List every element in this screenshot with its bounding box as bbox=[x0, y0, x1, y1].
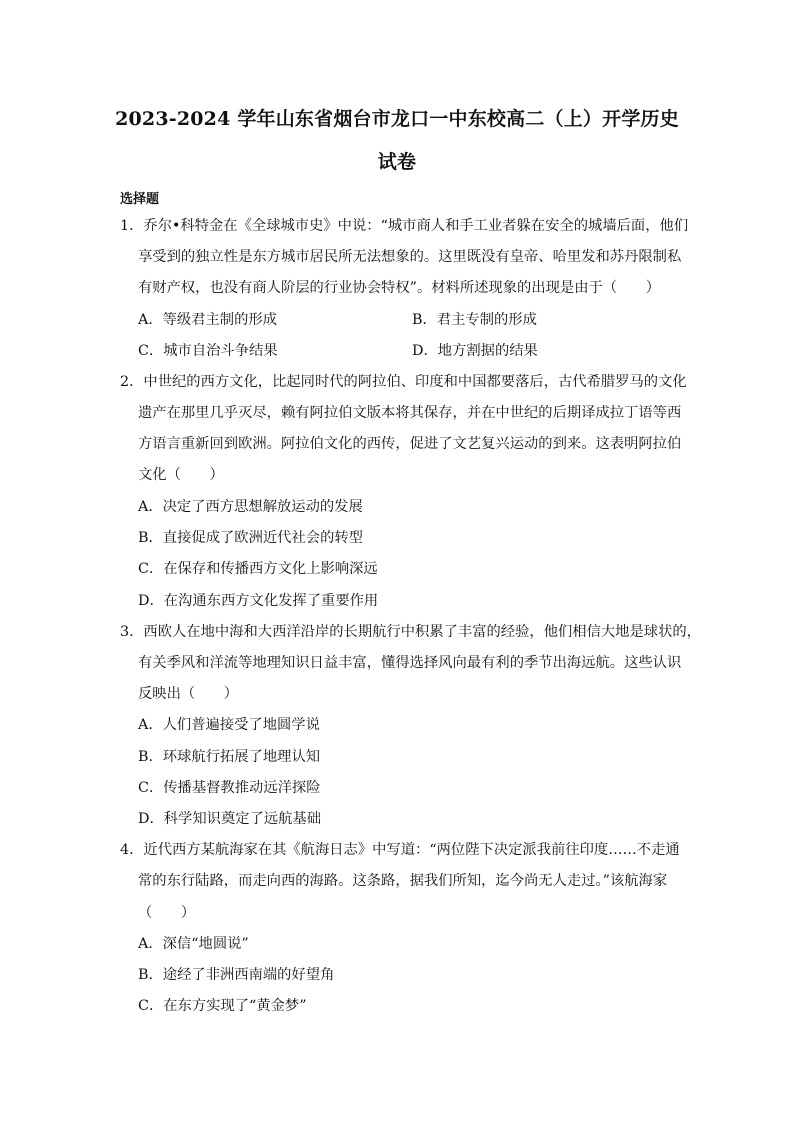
question-2-text: 文化（ ） bbox=[138, 467, 224, 483]
question-4-text: （ ） bbox=[138, 905, 196, 921]
question-4-text: 4．近代西方某航海家在其《航海日志》中写道：“两位陛下决定派我前往印度……不走通 bbox=[120, 842, 680, 858]
question-4-text: 常的东行陆路，而走向西的海路。这条路，据我们所知，迄今尚无人走过。”该航海家 bbox=[138, 873, 668, 889]
question-3-text: 反映出（ ） bbox=[138, 686, 239, 702]
question-1-option-d[interactable]: D．地方割据的结果 bbox=[412, 343, 538, 359]
question-1-text: 享受到的独立性是东方城市居民所无法想象的。这里既没有皇帝、哈里发和苏丹限制私 bbox=[138, 249, 682, 265]
question-2-text: 2．中世纪的西方文化，比起同时代的阿拉伯、印度和中国都要落后，古代希腊罗马的文化 bbox=[120, 374, 687, 390]
question-2-option-b[interactable]: B．直接促成了欧洲近代社会的转型 bbox=[138, 530, 363, 546]
question-2-text: 方语言重新回到欧洲。阿拉伯文化的西传，促进了文艺复兴运动的到来。这表明阿拉伯 bbox=[138, 436, 682, 452]
question-3-option-c[interactable]: C．传播基督教推动远洋探险 bbox=[138, 780, 321, 796]
question-4-option-b[interactable]: B．途经了非洲西南端的好望角 bbox=[138, 967, 335, 983]
page-title-continued: 试卷 bbox=[377, 151, 417, 173]
question-2-option-d[interactable]: D．在沟通东西方文化发挥了重要作用 bbox=[138, 593, 379, 609]
question-3-option-a[interactable]: A．人们普遍接受了地圆学说 bbox=[138, 717, 320, 733]
question-2-text: 遗产在那里几乎灭尽，赖有阿拉伯文版本将其保存，并在中世纪的后期译成拉丁语等西 bbox=[138, 405, 682, 421]
question-1-option-a[interactable]: A．等级君主制的形成 bbox=[138, 312, 277, 328]
question-4-option-a[interactable]: A．深信“地圆说” bbox=[138, 936, 249, 952]
question-2-option-a[interactable]: A．决定了西方思想解放运动的发展 bbox=[138, 499, 363, 515]
section-heading: 选择题 bbox=[120, 192, 160, 207]
question-3-text: 3．西欧人在地中海和大西洋沿岸的长期航行中积累了丰富的经验，他们相信大地是球状的， bbox=[120, 624, 701, 640]
page-title: 2023-2024 学年山东省烟台市龙口一中东校高二（上）开学历史 bbox=[115, 108, 679, 130]
question-3-option-d[interactable]: D．科学知识奠定了远航基础 bbox=[138, 811, 322, 827]
question-1-option-c[interactable]: C．城市自治斗争结果 bbox=[138, 343, 278, 359]
question-2-option-c[interactable]: C．在保存和传播西方文化上影响深远 bbox=[138, 561, 378, 577]
question-1-option-b[interactable]: B．君主专制的形成 bbox=[412, 312, 537, 328]
question-3-option-b[interactable]: B．环球航行拓展了地理认知 bbox=[138, 749, 321, 765]
question-4-option-c[interactable]: C．在东方实现了“黄金梦” bbox=[138, 998, 307, 1014]
question-3-text: 有关季风和洋流等地理知识日益丰富，懂得选择风向最有利的季节出海远航。这些认识 bbox=[138, 655, 682, 671]
question-1-text: 有财产权，也没有商人阶层的行业协会特权”。材料所述现象的出现是由于（ ） bbox=[138, 280, 660, 296]
question-1-text: 1．乔尔•科特金在《全球城市史》中说：“城市商人和手工业者躲在安全的城墙后面，他们 bbox=[120, 218, 689, 234]
